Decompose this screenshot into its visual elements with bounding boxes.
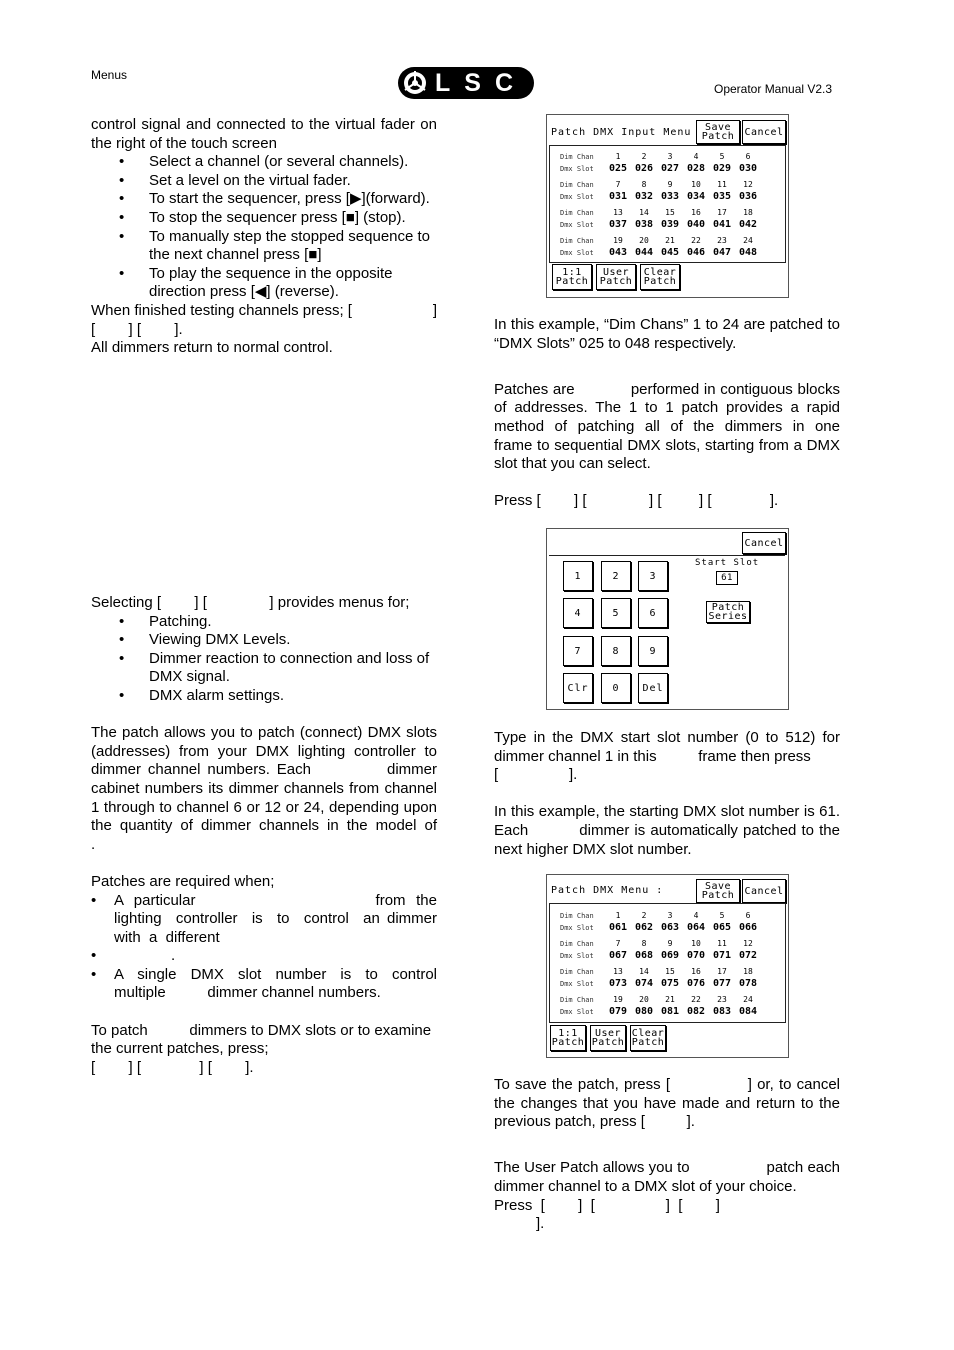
dim-chan-number: 18 [743,208,753,217]
dim-chan-number: 15 [665,208,675,217]
dmx-slot-value[interactable]: 037 [608,219,628,230]
dim-chan-row [560,967,761,978]
dmx-slot-value[interactable]: 032 [634,191,654,202]
dmx-slot-value[interactable]: 048 [738,247,758,258]
patch-row-block [560,152,761,174]
dim-chan-label: Dim Chan [560,912,594,920]
screen2-grid-panel [549,903,786,1023]
patch-dmx-input-screen [546,114,789,298]
header-manual-title: Operator Manual V2.3 [714,82,833,96]
patch-series-button[interactable] [706,601,750,623]
key-0[interactable] [601,673,631,703]
to-patch-text: To patch dimmers to DMX slots or to examine the current patches, press; [91,1021,436,1058]
dmx-slot-value[interactable]: 078 [738,978,758,989]
dmx-slot-row [560,922,761,933]
screen1-header [549,118,784,145]
dmx-slot-value[interactable]: 026 [634,163,654,174]
dim-chan-number: 21 [665,995,675,1004]
dmx-slot-label: Dmx Slot [560,165,594,173]
step-list [91,153,437,302]
dmx-slot-value[interactable]: 033 [660,191,680,202]
dmx-slot-value[interactable]: 040 [686,219,706,230]
dim-chan-number: 14 [639,967,649,976]
dmx-slot-value[interactable]: 042 [738,219,758,230]
right-column-middle [494,729,845,859]
dmx-slot-value[interactable]: 044 [634,247,654,258]
selecting-text: Selecting [ ] [ ] provides menus for; [91,594,410,611]
user-patch-button[interactable] [590,1025,626,1051]
dmx-slot-value[interactable]: 076 [686,978,706,989]
dim-chan-label: Dim Chan [560,996,594,1004]
dim-chan-number: 16 [691,967,701,976]
cancel-label: Cancel [744,885,784,897]
required-list [91,891,446,1004]
all-dimmers-text: All dimmers return to normal control. [91,339,333,357]
dim-chan-number: 7 [615,939,621,948]
dmx-slot-value[interactable]: 069 [660,950,680,961]
patch-row-block [560,995,761,1017]
dim-chan-number: 8 [641,180,647,189]
menu-list [91,613,437,706]
dmx-slot-value[interactable]: 066 [738,922,758,933]
dmx-slot-value[interactable]: 077 [712,978,732,989]
press-line: Press [ ] [ ] [ ] [ ]. [494,492,779,510]
dmx-slot-value[interactable]: 046 [686,247,706,258]
dim-chan-number: 20 [639,995,649,1004]
one-to-one-patch-button[interactable] [552,264,592,290]
dim-chan-number: 23 [717,995,727,1004]
dim-chan-number: 5 [719,911,725,920]
dim-chan-row [560,911,761,922]
key-label: 4 [574,607,582,619]
dmx-slot-value[interactable]: 047 [712,247,732,258]
dim-chan-number: 10 [691,180,701,189]
patch-row-block [560,236,761,258]
left-column [91,116,437,358]
dim-chan-row [560,152,761,163]
dim-chan-label: Dim Chan [560,940,594,948]
dim-chan-number: 14 [639,208,649,217]
dim-chan-number: 2 [641,152,647,161]
dmx-slot-value[interactable]: 030 [738,163,758,174]
dim-chan-number: 19 [613,995,623,1004]
key-label: 3 [649,570,657,582]
key-label: 1 [574,570,582,582]
dmx-slot-value[interactable]: 061 [608,922,628,933]
list-item: • A particular from the lighting controller is to control an dimmer with a different [91,892,437,948]
key-8[interactable] [601,636,631,666]
key-7[interactable] [563,636,593,666]
dim-chan-number: 23 [717,236,727,245]
patch-dmx-menu-screen [546,874,789,1058]
dim-chan-number: 8 [641,939,647,948]
dmx-slot-label: Dmx Slot [560,924,594,932]
when-finished-line [91,302,437,321]
dim-chan-number: 16 [691,208,701,217]
patch-row-block [560,967,761,989]
clear-patch-button[interactable] [630,1025,666,1051]
dim-chan-number: 22 [691,236,701,245]
dim-chan-label: Dim Chan [560,968,594,976]
dmx-slot-row [560,247,761,258]
dim-chan-number: 18 [743,967,753,976]
dmx-slot-value[interactable]: 041 [712,219,732,230]
press-user-keys: Press [ ] [ ] [ ] [494,1196,720,1214]
required-tail [91,947,437,966]
list-item: • To manually step the stopped sequence to the next channel press [■] [91,228,437,265]
dim-chan-number: 2 [641,911,647,920]
dmx-slot-value[interactable]: 075 [660,978,680,989]
dim-chan-number: 24 [743,236,753,245]
button-label: Clear Patch [631,1028,665,1048]
key-label: 6 [649,607,657,619]
dmx-slot-label: Dmx Slot [560,193,594,201]
dmx-slot-value[interactable]: 074 [634,978,654,989]
list-item: • Select a channel (or several channels). [91,153,437,172]
dim-chan-number: 12 [743,939,753,948]
dmx-slot-value[interactable]: 070 [686,950,706,961]
dmx-slot-row [560,978,761,989]
when-finished-keys: [ ] [ ]. [91,320,183,338]
when-finished-text: When finished testing channels press; [ [91,301,352,319]
patch-row-block [560,180,761,202]
dim-chan-number: 3 [667,152,673,161]
dim-chan-number: 17 [717,208,727,217]
intro-text: control signal and connected to the virtual fader on the right of the touch screen [91,116,437,152]
dmx-slot-value[interactable]: 083 [712,1006,732,1017]
left-column-lower [91,594,483,1077]
dmx-slot-value[interactable]: 062 [634,922,654,933]
dim-chan-number: 1 [615,911,621,920]
key-6[interactable] [638,598,668,628]
when-finished-bracket: ] [432,301,437,319]
dmx-slot-value[interactable]: 080 [634,1006,654,1017]
patch-row-block [560,911,761,933]
screen1-patch-grid [560,152,761,264]
screen2-patch-grid [560,911,761,1023]
save-patch-button[interactable] [696,879,740,903]
list-item: • To play the sequence in the opposite direction press [◀] (reverse). [91,265,437,302]
dmx-slot-row [560,950,761,961]
dmx-slot-value[interactable]: 067 [608,950,628,961]
dim-chan-number: 22 [691,995,701,1004]
button-label: User Patch [599,267,633,287]
dim-chan-number: 24 [743,995,753,1004]
dim-chan-number: 9 [667,180,673,189]
dim-chan-number: 4 [693,152,699,161]
button-label: User Patch [591,1028,625,1048]
save-patch-button[interactable] [696,120,740,144]
key-1[interactable] [563,561,593,591]
button-label: 1:1 Patch [555,267,589,287]
key-2[interactable] [601,561,631,591]
cancel-button[interactable] [742,532,786,554]
list-item: • Dimmer reaction to connection and loss of DMX signal. [91,650,437,687]
logo-text: LSC [435,69,527,97]
patch-paragraph: The patch allows you to patch (connect) DMX slots (addresses) from your DMX lighting controller to dimmer channel numbers. Each dimmer cabinet numbers its dimmer channels from channel 1 through to channel 6 or 12 or 24, depending upon the quantity of dimmer channels in the model of . [91,724,483,853]
key-label: 7 [574,645,582,657]
dmx-slot-value[interactable]: 073 [608,978,628,989]
list-item: • Patching. [91,613,437,632]
required-tail-text: . [171,947,176,965]
key-5[interactable] [601,598,631,628]
dmx-slot-value[interactable]: 027 [660,163,680,174]
right-column-lower [494,1076,882,1234]
dim-chan-number: 19 [613,236,623,245]
key-clear[interactable] [563,673,593,703]
dmx-slot-value[interactable]: 036 [738,191,758,202]
dmx-slot-value[interactable]: 025 [608,163,628,174]
dim-chan-number: 6 [745,152,751,161]
cancel-button[interactable] [742,120,786,144]
dim-chan-number: 9 [667,939,673,948]
one-to-one-patch-button[interactable] [550,1025,586,1051]
dmx-slot-value[interactable]: 038 [634,219,654,230]
cancel-button[interactable] [742,879,786,903]
list-item: • Viewing DMX Levels. [91,631,437,650]
screen1-grid-panel [549,145,786,263]
list-item: • Set a level on the virtual fader. [91,172,437,191]
dmx-slot-label: Dmx Slot [560,1008,594,1016]
screen2-title: Patch DMX Menu : [551,885,664,896]
dmx-slot-row [560,219,761,230]
patch-row-block [560,939,761,961]
example1-text: In this example, “Dim Chans” 1 to 24 are patched to “DMX Slots” 025 to 048 respectively. [494,316,840,352]
user-patch-button[interactable] [596,264,636,290]
list-item: • DMX alarm settings. [91,687,437,706]
type-in-text: Type in the DMX start slot number (0 to 512) for dimmer channel 1 in this frame then press [494,729,845,765]
clear-patch-button[interactable] [640,264,680,290]
to-patch-keys: [ ] [ ] [ ]. [91,1058,254,1076]
key-delete[interactable] [638,673,668,703]
key-label: Del [642,682,664,694]
dim-chan-number: 4 [693,911,699,920]
key-label: Clr [567,682,589,694]
dmx-slot-value[interactable]: 045 [660,247,680,258]
save-patch-label: Save Patch [701,122,735,142]
type-in-keys: [ ]. [494,766,578,784]
dim-chan-number: 17 [717,967,727,976]
dmx-slot-value[interactable]: 028 [686,163,706,174]
key-label: 0 [612,682,620,694]
dim-chan-number: 7 [615,180,621,189]
dim-chan-label: Dim Chan [560,153,594,161]
patches-are-text: Patches are performed in contiguous blocks of addresses. The 1 to 1 patch provides a rapid method of patching all of the dimmers in one frame to sequential DMX slots, starting from a DMX slot that you can select. [494,380,882,473]
dim-chan-number: 13 [613,967,623,976]
dmx-slot-value[interactable]: 039 [660,219,680,230]
patch-row-block [560,208,761,230]
dim-chan-row [560,208,761,219]
start-slot-field[interactable] [716,571,738,585]
right-column-upper [494,316,882,511]
dmx-slot-value[interactable]: 082 [686,1006,706,1017]
save-patch-label: Save Patch [701,881,735,901]
dim-chan-label: Dim Chan [560,237,594,245]
dmx-slot-value[interactable]: 068 [634,950,654,961]
dim-chan-number: 11 [717,939,727,948]
dmx-slot-value[interactable]: 084 [738,1006,758,1017]
dmx-slot-value[interactable]: 072 [738,950,758,961]
dim-chan-number: 10 [691,939,701,948]
dmx-slot-value[interactable]: 079 [608,1006,628,1017]
dim-chan-number: 12 [743,180,753,189]
dmx-slot-row [560,191,761,202]
dmx-slot-value[interactable]: 043 [608,247,628,258]
dim-chan-label: Dim Chan [560,181,594,189]
screen1-title: Patch DMX Input Menu [551,127,692,138]
list-item: • To stop the sequencer press [■] (stop). [91,209,437,228]
list-item: • A single DMX slot number is to control multiple dimmer channel numbers. [91,966,437,1003]
dmx-slot-value[interactable]: 034 [686,191,706,202]
start-slot-keypad-screen [546,528,789,710]
key-label: 8 [612,645,620,657]
header-section: Menus [91,68,128,82]
dim-chan-row [560,939,761,950]
dim-chan-number: 21 [665,236,675,245]
dim-chan-number: 1 [615,152,621,161]
dmx-slot-label: Dmx Slot [560,249,594,257]
dim-chan-number: 6 [745,911,751,920]
dmx-slot-value[interactable]: 029 [712,163,732,174]
dmx-slot-value[interactable]: 035 [712,191,732,202]
dmx-slot-label: Dmx Slot [560,952,594,960]
key-4[interactable] [563,598,593,628]
cancel-label: Cancel [744,126,784,138]
key-label: 9 [649,645,657,657]
dmx-slot-label: Dmx Slot [560,980,594,988]
cancel-label: Cancel [744,537,784,549]
dim-chan-number: 3 [667,911,673,920]
start-slot-value: 61 [721,572,733,583]
dmx-slot-value[interactable]: 081 [660,1006,680,1017]
keypad-panel [549,555,785,707]
key-9[interactable] [638,636,668,666]
start-slot-label: Start Slot [695,558,760,568]
dmx-slot-value[interactable]: 071 [712,950,732,961]
dmx-slot-value[interactable]: 065 [712,922,732,933]
dim-chan-number: 13 [613,208,623,217]
example2-text: In this example, the starting DMX slot number is 61. Each dimmer is automatically patched to the next higher DMX slot number. [494,803,845,858]
dim-chan-number: 11 [717,180,727,189]
dim-chan-number: 15 [665,967,675,976]
screen2-header [549,878,784,903]
key-3[interactable] [638,561,668,591]
user-patch-text: The User Patch allows you to patch each dimmer channel to a DMX slot of your choice. [494,1159,882,1195]
patches-required-text: Patches are required when; [91,872,275,890]
dim-chan-row [560,995,761,1006]
lsc-logo [397,66,535,100]
button-label: 1:1 Patch [551,1028,585,1048]
press-user-end: ]. [536,1215,545,1233]
dmx-slot-label: Dmx Slot [560,221,594,229]
dim-chan-row [560,236,761,247]
dmx-slot-row [560,163,761,174]
dmx-slot-value[interactable]: 063 [660,922,680,933]
dmx-slot-value[interactable]: 064 [686,922,706,933]
dmx-slot-value[interactable]: 031 [608,191,628,202]
dim-chan-row [560,180,761,191]
dmx-slot-row [560,1006,761,1017]
button-label: Clear Patch [643,267,677,287]
key-label: 5 [612,607,620,619]
dim-chan-number: 5 [719,152,725,161]
to-save-text: To save the patch, press [ ] or, to cancel the changes that you have made and return to the previous patch, press [ ]. [494,1076,845,1131]
dim-chan-number: 20 [639,236,649,245]
dim-chan-label: Dim Chan [560,209,594,217]
patch-series-label: Patch Series [708,602,748,622]
list-item: • To start the sequencer, press [▶](forward). [91,190,437,209]
key-label: 2 [612,570,620,582]
